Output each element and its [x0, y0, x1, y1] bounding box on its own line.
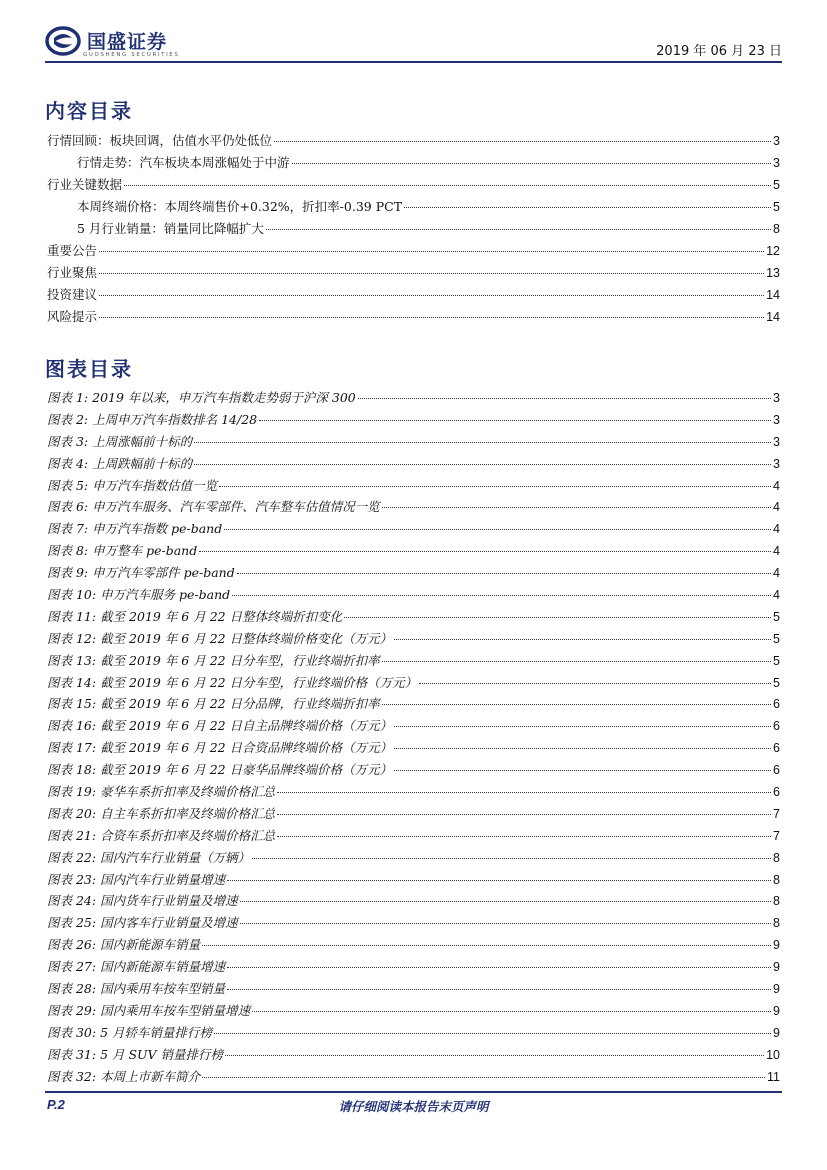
figure-entry-page: 8 [773, 916, 780, 931]
figure-entry-page: 7 [773, 828, 780, 843]
figure-entry[interactable] [47, 563, 780, 585]
dot-leader [252, 858, 771, 859]
figure-entry-page: 9 [773, 960, 780, 975]
figure-entry-page: 6 [773, 785, 780, 800]
dot-leader [194, 464, 771, 465]
figure-entry-page: 9 [773, 982, 780, 997]
figure-entry[interactable] [47, 957, 780, 979]
figure-entry[interactable] [47, 454, 780, 476]
toc-entry[interactable] [47, 241, 780, 263]
dot-leader [227, 989, 771, 990]
figure-entry[interactable] [47, 1067, 780, 1089]
figure-entry-label: 图表 17: 截至 2019 年 6 月 22 日合资品牌终端价格（万元） [47, 740, 393, 756]
toc-entry-page: 14 [766, 310, 780, 324]
toc-entry-page: 5 [773, 200, 780, 214]
toc-entry[interactable] [47, 219, 780, 241]
figure-entry[interactable] [47, 476, 780, 498]
figure-entry[interactable] [47, 826, 780, 848]
dot-leader [214, 1033, 771, 1034]
figure-entry[interactable] [47, 651, 780, 673]
dot-leader [358, 398, 771, 399]
dot-leader [124, 185, 771, 186]
figure-entry-label: 图表 14: 截至 2019 年 6 月 22 日分车型，行业终端价格（万元） [47, 674, 418, 690]
figure-entry-label: 图表 10: 申万汽车服务 pe-band [47, 587, 231, 603]
figure-entry[interactable] [47, 760, 780, 782]
figure-entry[interactable] [47, 607, 780, 629]
dot-leader [266, 229, 771, 230]
dot-leader [227, 967, 771, 968]
figure-list-title: 图表目录 [45, 357, 133, 381]
footer-disclaimer: 请仔细阅读本报告末页声明 [338, 1099, 489, 1114]
figure-entry-page: 4 [773, 500, 780, 515]
figure-entry-page: 4 [773, 478, 780, 493]
figure-entry-page: 9 [773, 1025, 780, 1040]
toc-entry-label: 风险提示 [47, 309, 98, 324]
dot-leader [99, 251, 764, 252]
toc-entry-page: 3 [773, 156, 780, 170]
toc-entry-label: 本周终端价格：本周终端售价+0.32%，折扣率-0.39 PCT [77, 199, 403, 214]
dot-leader [240, 901, 771, 902]
guosheng-logo-icon [45, 26, 81, 56]
page-number: P.2 [47, 1097, 65, 1112]
figure-entry[interactable] [47, 585, 780, 607]
figure-entry-label: 图表 26: 国内新能源车销量 [47, 937, 201, 953]
dot-leader [99, 273, 764, 274]
dot-leader [274, 141, 771, 142]
figure-entry-page: 4 [773, 566, 780, 581]
figure-entry-label: 图表 2: 上周申万汽车指数排名 14/28 [47, 411, 258, 427]
figure-entry-label: 图表 19: 豪华车系折扣率及终端价格汇总 [47, 784, 276, 800]
figure-entry[interactable] [47, 541, 780, 563]
toc-entry-label: 5 月行业销量：销量同比降幅扩大 [77, 221, 264, 236]
dot-leader [419, 683, 771, 684]
figure-entry[interactable] [47, 913, 780, 935]
figure-entry-page: 3 [773, 412, 780, 427]
toc-entry[interactable] [47, 153, 780, 175]
figure-entry-page: 5 [773, 609, 780, 624]
figure-entry-label: 图表 22: 国内汽车行业销量（万辆） [47, 849, 251, 865]
figure-entry-page: 6 [773, 697, 780, 712]
toc-entry-label: 投资建议 [47, 287, 98, 302]
figure-entry[interactable] [47, 716, 780, 738]
figure-entry-page: 7 [773, 806, 780, 821]
figure-entry[interactable] [47, 1001, 780, 1023]
toc-entry-label: 行业聚焦 [47, 265, 98, 280]
dot-leader [277, 792, 771, 793]
figure-entry-label: 图表 8: 申万整车 pe-band [47, 543, 198, 559]
figure-entry[interactable] [47, 870, 780, 892]
report-date: 2019 年 06 月 23 日 [656, 44, 782, 59]
figure-entry-label: 图表 28: 国内乘用车按车型销量 [47, 981, 226, 997]
dot-leader [277, 836, 771, 837]
figure-entry-page: 4 [773, 544, 780, 559]
dot-leader [237, 573, 771, 574]
dot-leader [99, 317, 764, 318]
figure-entry-label: 图表 31: 5 月 SUV 销量排行榜 [47, 1046, 224, 1062]
figure-entry[interactable] [47, 848, 780, 870]
dot-leader [202, 1077, 765, 1078]
figure-entry[interactable] [47, 410, 780, 432]
figure-entry[interactable] [47, 738, 780, 760]
toc-entry[interactable] [47, 285, 780, 307]
dot-leader [394, 639, 771, 640]
dot-leader [394, 726, 771, 727]
figure-entry[interactable] [47, 432, 780, 454]
figure-entry-label: 图表 15: 截至 2019 年 6 月 22 日分品牌，行业终端折扣率 [47, 696, 380, 712]
figure-entry-page: 4 [773, 522, 780, 537]
figure-entry-page: 3 [773, 434, 780, 449]
toc-entry[interactable] [47, 197, 780, 219]
guosheng-logo [45, 24, 185, 62]
figure-entry-page: 4 [773, 588, 780, 603]
dot-leader [382, 661, 771, 662]
figure-entry-label: 图表 16: 截至 2019 年 6 月 22 日自主品牌终端价格（万元） [47, 718, 393, 734]
toc-entry[interactable] [47, 175, 780, 197]
logo-subtitle: GUOSHENG SECURITIES [83, 52, 180, 58]
dot-leader [232, 595, 771, 596]
figure-entry[interactable] [47, 694, 780, 716]
figure-entry-label: 图表 13: 截至 2019 年 6 月 22 日分车型，行业终端折扣率 [47, 652, 380, 668]
page-header [45, 24, 782, 62]
figure-entry-label: 图表 4: 上周跌幅前十标的 [47, 455, 193, 471]
figure-entry-label: 图表 5: 申万汽车指数估值一览 [47, 477, 218, 493]
figure-entry-page: 10 [766, 1047, 780, 1062]
figure-entry[interactable] [47, 1045, 780, 1067]
figure-list [47, 388, 780, 1089]
toc-entry-page: 3 [773, 134, 780, 148]
figure-entry-label: 图表 3: 上周涨幅前十标的 [47, 433, 193, 449]
figure-entry-page: 8 [773, 850, 780, 865]
figure-entry-label: 图表 29: 国内乘用车按车型销量增速 [47, 1002, 251, 1018]
figure-entry-label: 图表 18: 截至 2019 年 6 月 22 日豪华品牌终端价格（万元） [47, 762, 393, 778]
toc-entry-page: 13 [766, 266, 780, 280]
figure-entry-label: 图表 30: 5 月轿车销量排行榜 [47, 1024, 212, 1040]
figure-entry-page: 9 [773, 938, 780, 953]
dot-leader [224, 529, 771, 530]
figure-entry-label: 图表 27: 国内新能源车销量增速 [47, 959, 226, 975]
figure-entry-label: 图表 32: 本周上市新车简介 [47, 1068, 201, 1084]
figure-entry-label: 图表 1: 2019 年以来，申万汽车指数走势弱于沪深 300 [47, 390, 356, 405]
dot-leader [252, 1011, 771, 1012]
figure-entry-label: 图表 21: 合资车系折扣率及终端价格汇总 [47, 827, 276, 843]
figure-entry[interactable] [47, 388, 780, 410]
toc-entry-label: 重要公告 [47, 243, 98, 258]
figure-entry-page: 8 [773, 872, 780, 887]
figure-entry-page: 5 [773, 631, 780, 646]
figure-entry-page: 11 [767, 1069, 780, 1084]
toc-entry-label: 行业关键数据 [47, 177, 123, 192]
footer-rule [45, 1091, 782, 1093]
toc-entry-label: 行情走势：汽车板块本周涨幅处于中游 [77, 155, 290, 170]
figure-entry[interactable] [47, 497, 780, 519]
figure-entry-label: 图表 11: 截至 2019 年 6 月 22 日整体终端折扣变化 [47, 608, 343, 624]
toc-entry[interactable] [47, 263, 780, 285]
figure-entry-page: 9 [773, 1003, 780, 1018]
figure-entry-label: 图表 9: 申万汽车零部件 pe-band [47, 565, 235, 581]
dot-leader [99, 295, 764, 296]
dot-leader [219, 486, 771, 487]
figure-entry-page: 3 [773, 456, 780, 471]
toc-entry-label: 行情回顾：板块回调，估值水平仍处低位 [47, 133, 273, 148]
figure-entry-page: 6 [773, 741, 780, 756]
figure-entry-page: 6 [773, 719, 780, 734]
dot-leader [394, 748, 771, 749]
toc-entry-page: 12 [766, 244, 780, 258]
toc-entry[interactable] [47, 131, 780, 153]
figure-entry[interactable] [47, 519, 780, 541]
dot-leader [194, 442, 771, 443]
figure-entry[interactable] [47, 804, 780, 826]
figure-entry[interactable] [47, 782, 780, 804]
toc-entry-page: 8 [773, 222, 780, 236]
figure-entry[interactable] [47, 673, 780, 695]
figure-entry-page: 3 [773, 391, 780, 405]
dot-leader [394, 770, 771, 771]
figure-entry-page: 5 [773, 653, 780, 668]
dot-leader [382, 507, 771, 508]
figure-entry-page: 5 [773, 675, 780, 690]
figure-entry-label: 图表 6: 申万汽车服务、汽车零部件、汽车整车估值情况一览 [47, 499, 380, 515]
logo-name: 国盛证券 [87, 31, 168, 53]
dot-leader [277, 814, 771, 815]
figure-entry[interactable] [47, 979, 780, 1001]
figure-entry-label: 图表 12: 截至 2019 年 6 月 22 日整体终端价格变化（万元） [47, 630, 393, 646]
figure-entry-label: 图表 24: 国内货车行业销量及增速 [47, 893, 238, 909]
figure-entry[interactable] [47, 629, 780, 651]
figure-entry-label: 图表 25: 国内客车行业销量及增速 [47, 915, 238, 931]
toc-entry-page: 5 [773, 178, 780, 192]
figure-entry-label: 图表 20: 自主车系折扣率及终端价格汇总 [47, 805, 276, 821]
toc-entry-page: 14 [766, 288, 780, 302]
toc-title: 内容目录 [45, 99, 133, 123]
dot-leader [259, 420, 771, 421]
dot-leader [292, 163, 772, 164]
figure-entry[interactable] [47, 1023, 780, 1045]
figure-entry-page: 6 [773, 763, 780, 778]
figure-entry-page: 8 [773, 894, 780, 909]
figure-entry[interactable] [47, 935, 780, 957]
figure-entry-label: 图表 7: 申万汽车指数 pe-band [47, 521, 223, 537]
toc-list [47, 131, 780, 329]
toc-entry[interactable] [47, 307, 780, 329]
dot-leader [404, 207, 771, 208]
dot-leader [382, 704, 771, 705]
header-rule [45, 61, 782, 63]
dot-leader [344, 617, 771, 618]
dot-leader [227, 880, 771, 881]
dot-leader [225, 1055, 764, 1056]
dot-leader [199, 551, 771, 552]
figure-entry[interactable] [47, 891, 780, 913]
figure-entry-label: 图表 23: 国内汽车行业销量增速 [47, 871, 226, 887]
dot-leader [240, 923, 771, 924]
dot-leader [202, 945, 771, 946]
